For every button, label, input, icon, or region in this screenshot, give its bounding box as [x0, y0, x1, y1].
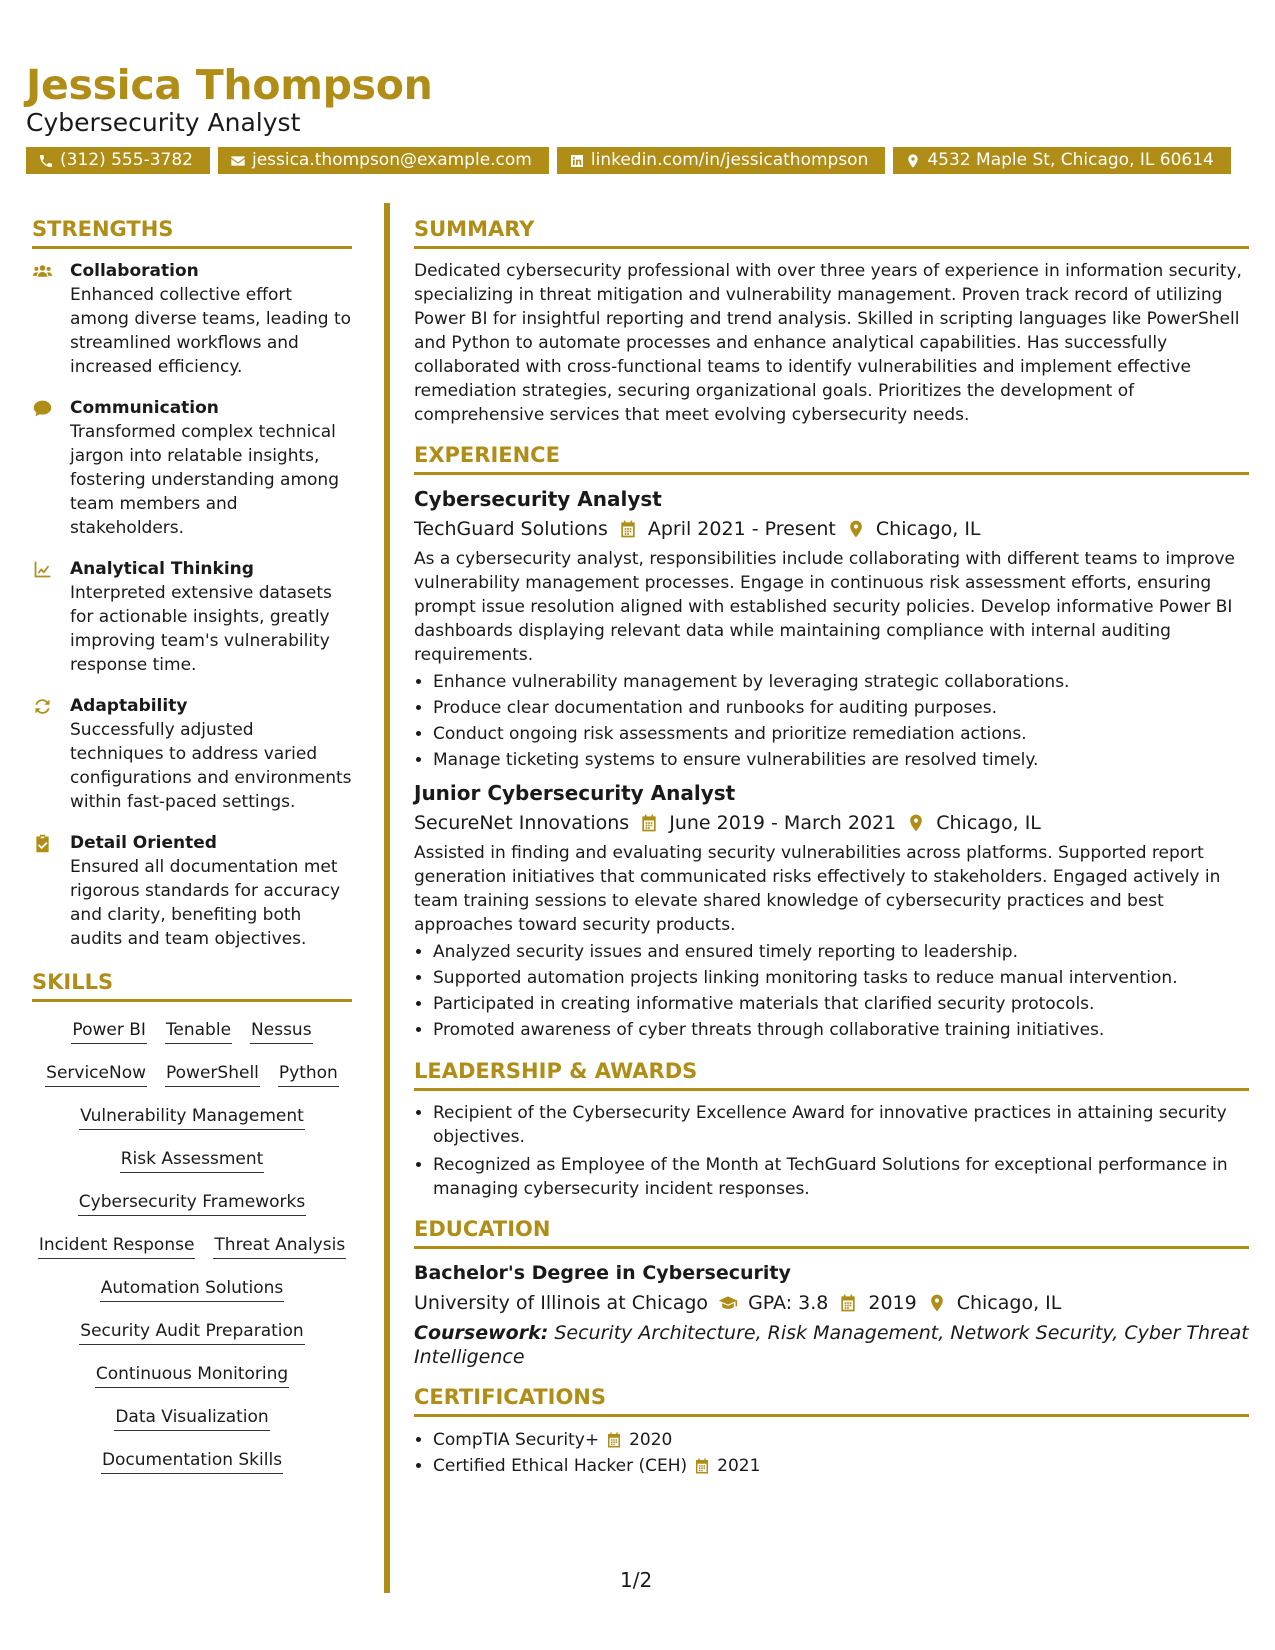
graduation-year: 2019: [868, 1292, 917, 1314]
degree-title: Bachelor's Degree in Cybersecurity: [414, 1262, 791, 1284]
job-entry: [414, 779, 1249, 1043]
strength-name: Detail Oriented: [70, 833, 217, 853]
page-number: 1/2: [620, 1568, 653, 1592]
map-pin-icon: [906, 813, 926, 833]
certifications-heading: CERTIFICATIONS: [414, 1383, 1249, 1417]
skills-heading: SKILLS: [32, 968, 352, 1002]
skill-tag: Security Audit Preparation: [79, 1319, 304, 1345]
experience-section: [414, 441, 1249, 1043]
job-dates: April 2021 - Present: [647, 518, 836, 540]
candidate-name: Jessica Thompson: [26, 61, 433, 109]
skill-tag: Risk Assessment: [120, 1147, 265, 1173]
strength-name: Analytical Thinking: [70, 559, 254, 579]
experience-heading: EXPERIENCE: [414, 441, 1249, 475]
comment-icon: [32, 398, 53, 419]
map-pin-icon: [927, 1293, 947, 1313]
contact-bar: [26, 147, 1246, 174]
left-column: [32, 215, 352, 1491]
address-text: 4532 Maple St, Chicago, IL 60614: [927, 150, 1214, 170]
skill-row: [38, 1233, 346, 1259]
email-text: jessica.thompson@example.com: [251, 150, 532, 170]
certification-year: 2020: [629, 1430, 673, 1450]
skill-row: [79, 1319, 304, 1345]
job-bullet: • Conduct ongoing risk assessments and prioritize remediation actions.: [433, 721, 1249, 747]
leadership-heading: LEADERSHIP & AWARDS: [414, 1057, 1249, 1091]
job-dates: June 2019 - March 2021: [669, 812, 897, 834]
job-title: Cybersecurity Analyst: [414, 487, 662, 511]
job-bullet: • Participated in creating informative materials that clarified security protocols.: [433, 991, 1249, 1017]
skill-tag: Data Visualization: [114, 1405, 269, 1431]
summary-section: [414, 215, 1249, 427]
candidate-title: Cybersecurity Analyst: [26, 108, 301, 137]
school-name: University of Illinois at Chicago: [414, 1292, 709, 1314]
strength-name: Adaptability: [70, 696, 188, 716]
skill-tag: Continuous Monitoring: [95, 1362, 289, 1388]
strength-item: [32, 259, 352, 379]
job-bullet: • Produce clear documentation and runbooks for auditing purposes.: [433, 695, 1249, 721]
company-name: SecureNet Innovations: [414, 812, 630, 834]
job-location: Chicago, IL: [936, 812, 1041, 834]
certification-item: [433, 1453, 1249, 1479]
phone-chip[interactable]: [26, 147, 210, 174]
company-name: TechGuard Solutions: [414, 518, 608, 540]
certification-name: • Certified Ethical Hacker (CEH): [433, 1456, 688, 1476]
job-bullets: [414, 669, 1249, 773]
certification-item: [433, 1427, 1249, 1453]
map-pin-icon: [846, 519, 866, 539]
skill-tag: PowerShell: [165, 1061, 260, 1087]
map-pin-icon: [905, 153, 921, 169]
skill-row: [78, 1190, 306, 1216]
job-bullets: [414, 939, 1249, 1043]
skill-row: [45, 1061, 339, 1087]
certification-name: • CompTIA Security+: [433, 1430, 600, 1450]
users-icon: [32, 261, 53, 282]
linkedin-icon: [569, 153, 585, 169]
job-bullet: • Enhance vulnerability management by leveraging strategic collaborations.: [433, 669, 1249, 695]
certifications-list: [414, 1427, 1249, 1479]
clipboard-check-icon: [32, 833, 53, 854]
calendar-icon: [618, 519, 638, 539]
job-bullet: • Manage ticketing systems to ensure vulnerabilities are resolved timely.: [433, 747, 1249, 773]
linkedin-text: linkedin.com/in/jessicathompson: [590, 150, 869, 170]
skill-row: [114, 1405, 269, 1431]
job-description: Assisted in finding and evaluating security vulnerabilities across platforms. Supported report generation initiatives that communicated risks effectively to stakeholders. Engaged actively in team training sessions to elevate shared knowledge of cybersecurity practices and best approaches toward security products.: [414, 843, 1221, 935]
coursework-label: Coursework:: [414, 1322, 549, 1344]
school-location: Chicago, IL: [956, 1292, 1062, 1314]
job-meta: [414, 809, 1249, 837]
job-bullet: • Analyzed security issues and ensured timely reporting to leadership.: [433, 939, 1249, 965]
skill-tag: Nessus: [250, 1018, 313, 1044]
skill-row: [79, 1104, 305, 1130]
summary-text: Dedicated cybersecurity professional with over three years of experience in information security, specializing in threat mitigation and vulnerability management. Proven track record of utilizing Power BI for insightful reporting and trend analysis. Skilled in scripting languages like PowerShell and Python to automate processes and enhance analytical capabilities. Has successfully collaborated with cross-functional teams to identify vulnerabilities and implement effective remediation strategies, securing organizational goals. Prioritizes the development of comprehensive services that meet evolving cybersecurity needs.: [414, 261, 1242, 425]
job-location: Chicago, IL: [875, 518, 981, 540]
job-meta: [414, 515, 1249, 543]
strength-desc: Enhanced collective effort among diverse teams, leading to streamlined workflows and increased efficiency.: [70, 285, 352, 377]
job-bullet: • Supported automation projects linking monitoring tasks to reduce manual intervention.: [433, 965, 1249, 991]
phone-icon: [38, 153, 54, 169]
graduation-cap-icon: [718, 1293, 738, 1313]
strength-item: [32, 694, 352, 814]
summary-heading: SUMMARY: [414, 215, 1249, 249]
strength-desc: Ensured all documentation met rigorous standards for accuracy and clarity, benefiting both audits and team objectives.: [70, 857, 341, 949]
job-description: As a cybersecurity analyst, responsibilities include collaborating with different teams to improve vulnerability management processes. Engage in continuous risk assessment efforts, ensuring prompt issue resolution aligned with established security policies. Develop informative Power BI dashboards displaying relevant data while maintaining compliance with internal auditing requirements.: [414, 549, 1235, 665]
refresh-icon: [32, 696, 53, 717]
skill-tag: Vulnerability Management: [79, 1104, 305, 1130]
skill-row: [71, 1018, 312, 1044]
strength-desc: Successfully adjusted techniques to address varied configurations and environments within fast-paced settings.: [70, 720, 352, 812]
skill-tag: Tenable: [165, 1018, 232, 1044]
skill-tag: ServiceNow: [45, 1061, 147, 1087]
skill-tag: Threat Analysis: [213, 1233, 346, 1259]
strength-item: [32, 396, 352, 540]
job-entry: [414, 485, 1249, 773]
strength-item: [32, 557, 352, 677]
calendar-icon: [639, 813, 659, 833]
certifications-section: [414, 1383, 1249, 1479]
strength-item: [32, 831, 352, 951]
strength-desc: Interpreted extensive datasets for actionable insights, greatly improving team's vulnerability response time.: [70, 583, 332, 675]
leadership-list: [414, 1101, 1249, 1201]
phone-text: (312) 555-3782: [60, 150, 193, 170]
column-divider: [384, 203, 390, 1593]
right-column: [414, 215, 1249, 1493]
envelope-icon: [230, 153, 246, 169]
coursework: [414, 1321, 1249, 1369]
email-chip[interactable]: [218, 147, 549, 174]
skill-tag: Cybersecurity Frameworks: [78, 1190, 306, 1216]
address-chip[interactable]: [893, 147, 1231, 174]
coursework-list: Security Architecture, Risk Management, Network Security, Cyber Threat Intelligence: [414, 1322, 1249, 1368]
skill-tag: Python: [278, 1061, 339, 1087]
certification-year: 2021: [717, 1456, 761, 1476]
leadership-item: • Recipient of the Cybersecurity Excellence Award for innovative practices in attaining security objectives.: [433, 1101, 1249, 1149]
skill-row: [101, 1448, 283, 1474]
resume-header: [26, 60, 1246, 174]
strength-name: Communication: [70, 398, 219, 418]
education-meta: [414, 1289, 1249, 1317]
job-title: Junior Cybersecurity Analyst: [414, 781, 736, 805]
calendar-icon: [605, 1431, 623, 1449]
calendar-icon: [838, 1293, 858, 1313]
skills-list: [32, 1018, 352, 1491]
linkedin-chip[interactable]: [557, 147, 885, 174]
skill-tag: Incident Response: [38, 1233, 196, 1259]
strength-name: Collaboration: [70, 261, 199, 281]
strength-desc: Transformed complex technical jargon into relatable insights, fostering understanding among team members and stakeholders.: [70, 422, 339, 538]
calendar-icon: [693, 1457, 711, 1475]
job-bullet: • Promoted awareness of cyber threats through collaborative training initiatives.: [433, 1017, 1249, 1043]
skill-tag: Power BI: [71, 1018, 146, 1044]
leadership-item: • Recognized as Employee of the Month at TechGuard Solutions for exceptional performance in managing cybersecurity incident responses.: [433, 1153, 1249, 1201]
skill-tag: Documentation Skills: [101, 1448, 283, 1474]
gpa: GPA: 3.8: [748, 1292, 829, 1314]
leadership-section: [414, 1057, 1249, 1201]
strengths-heading: STRENGTHS: [32, 215, 352, 249]
skill-row: [100, 1276, 285, 1302]
chart-line-icon: [32, 559, 53, 580]
skill-row: [95, 1362, 289, 1388]
education-section: [414, 1215, 1249, 1369]
skill-row: [120, 1147, 265, 1173]
education-heading: EDUCATION: [414, 1215, 1249, 1249]
skill-tag: Automation Solutions: [100, 1276, 285, 1302]
